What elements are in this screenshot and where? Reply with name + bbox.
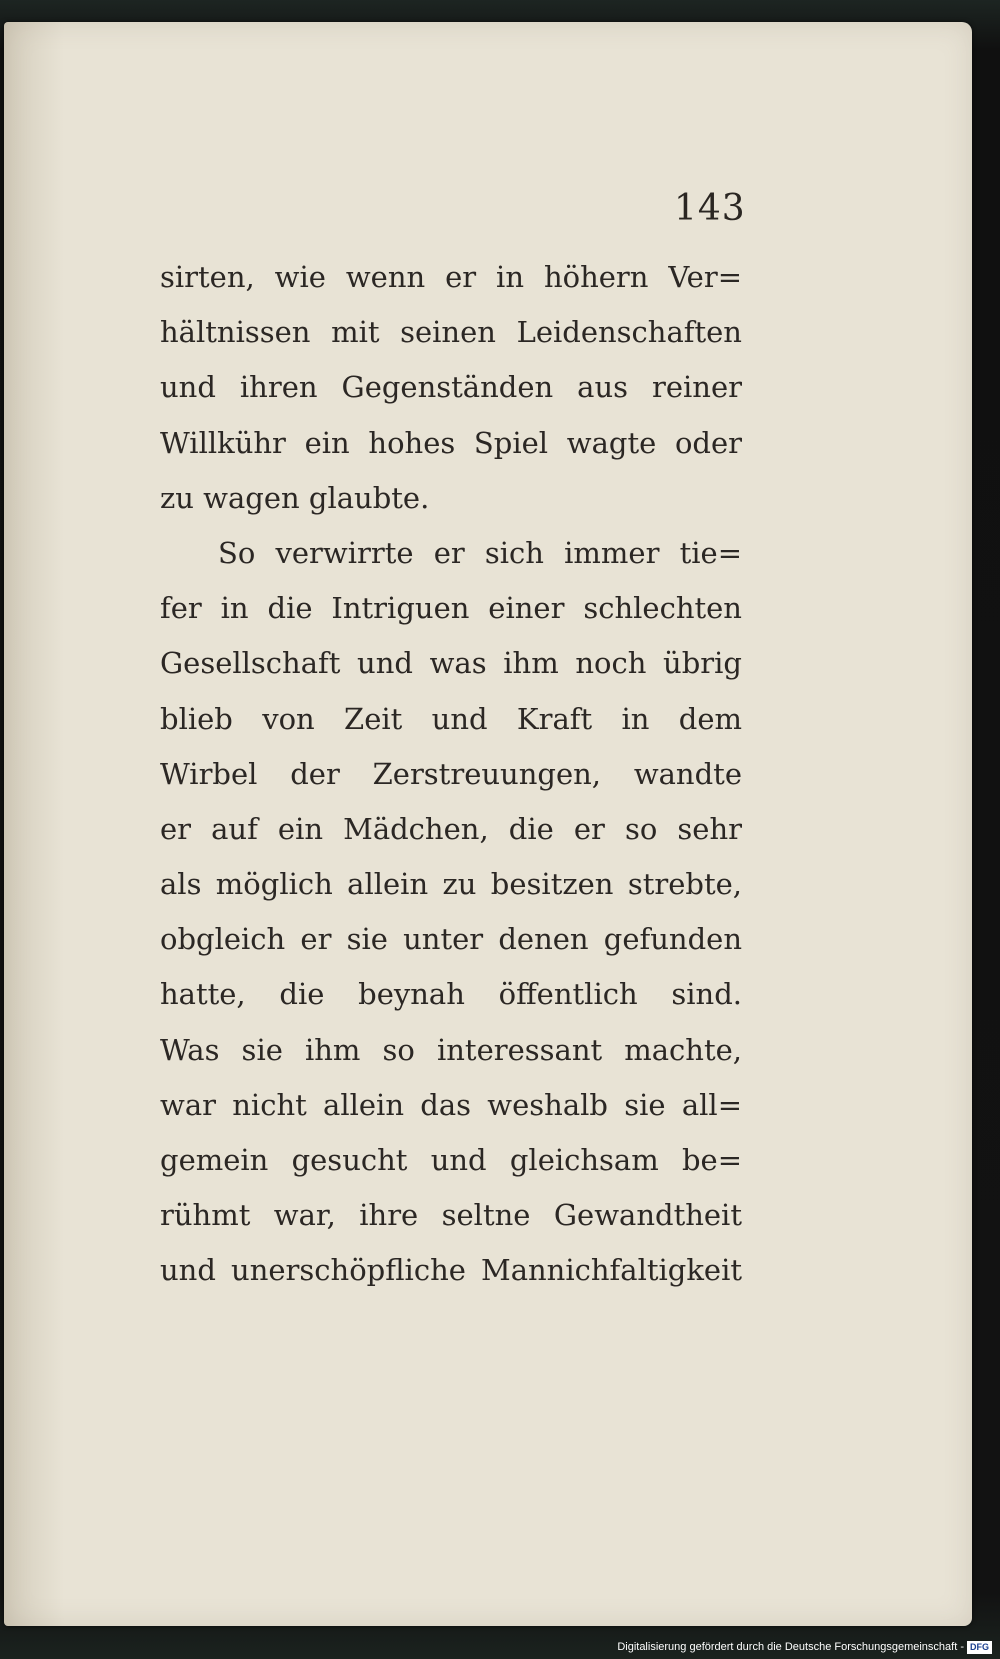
text-line: war nicht allein das weshalb sie all=	[160, 1087, 742, 1122]
text-line: blieb von Zeit und Kraft in dem	[160, 701, 742, 736]
text-line: hältnissen mit seinen Leidenschaften	[160, 315, 742, 350]
dfg-logo: DFG	[967, 1641, 992, 1654]
page-number: 143	[674, 188, 746, 229]
text-line: und unerschöpfliche Mannichfaltigkeit	[160, 1253, 742, 1288]
text-line: er auf ein Mädchen, die er so sehr	[160, 811, 742, 846]
text-line: als möglich allein zu besitzen strebte,	[160, 867, 742, 902]
text-line: So verwirrte er sich immer tie=	[218, 535, 742, 570]
text-line: und ihren Gegenständen aus reiner	[160, 370, 742, 405]
text-line: rühmt war, ihre seltne Gewandtheit	[160, 1198, 742, 1233]
credit-text: Digitalisierung gefördert durch die Deutsche Forschungsgemeinschaft -	[617, 1641, 964, 1653]
text-line: Wirbel der Zerstreuungen, wandte	[160, 756, 742, 791]
text-line: Was sie ihm so interessant machte,	[160, 1032, 742, 1067]
digitization-credit	[600, 1638, 992, 1656]
body-text	[160, 250, 742, 1299]
text-line: hatte, die beynah öffentlich sind.	[160, 977, 742, 1012]
text-line: obgleich er sie unter denen gefunden	[160, 922, 742, 957]
book-page	[4, 22, 972, 1626]
text-line: Willkühr ein hohes Spiel wagte oder	[160, 425, 742, 460]
text-line: sirten, wie wenn er in höhern Ver=	[160, 260, 742, 294]
text-line: Gesellschaft und was ihm noch übrig	[160, 646, 742, 681]
text-line: zu wagen glaubte.	[160, 480, 430, 515]
text-line: gemein gesucht und gleichsam be=	[160, 1143, 742, 1177]
text-line: fer in die Intriguen einer schlechten	[160, 591, 742, 626]
